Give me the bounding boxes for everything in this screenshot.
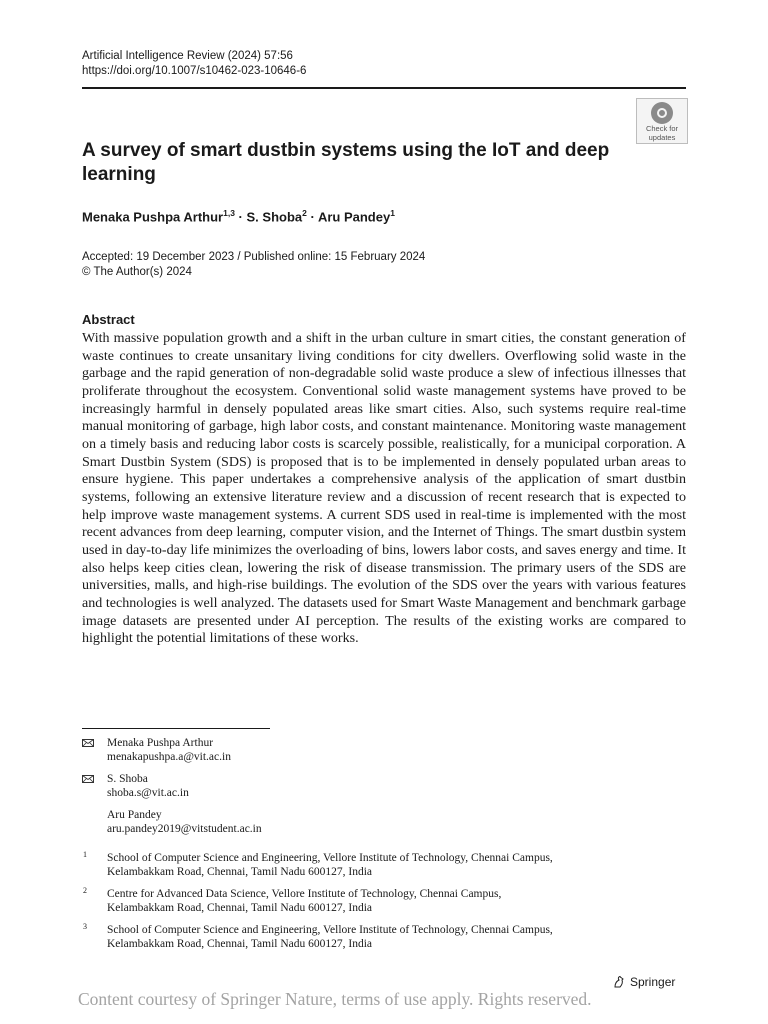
publisher-logo: [612, 975, 675, 989]
copyright-line: © The Author(s) 2024: [82, 266, 192, 278]
envelope-icon: [82, 775, 94, 783]
affiliation-line: School of Computer Science and Engineering, Vellore Institute of Technology, Chennai Campus,: [107, 852, 553, 864]
author-list: [82, 208, 395, 224]
contact-name: S. Shoba: [107, 773, 148, 785]
paper-title: A survey of smart dustbin systems using the IoT and deep learning: [82, 140, 610, 185]
badge-line-1: Check for: [645, 124, 679, 133]
affiliation-line: Centre for Advanced Data Science, Vellore Institute of Technology, Chennai Campus,: [107, 888, 502, 900]
badge-line-2: updates: [648, 133, 676, 142]
envelope-icon: [82, 739, 94, 747]
affiliation-entry: [107, 923, 687, 951]
affiliation-line: Kelambakkam Road, Chennai, Tamil Nadu 600127, India: [107, 938, 373, 950]
author-name[interactable]: Menaka Pushpa Arthur: [82, 209, 224, 225]
content-courtesy-notice: Content courtesy of Springer Nature, terms of use apply. Rights reserved.: [78, 989, 592, 1009]
author-affiliation-sup: 1: [390, 208, 395, 218]
publication-dates: [82, 250, 425, 280]
journal-citation: [82, 49, 306, 79]
contact-email[interactable]: menakapushpa.a@vit.ac.in: [107, 751, 231, 763]
author-separator: ·: [306, 209, 318, 225]
check-updates-icon: [651, 102, 673, 124]
contact-entry: [107, 808, 262, 836]
affiliation-entry: [107, 887, 687, 915]
author-separator: ·: [234, 209, 247, 225]
contact-email[interactable]: shoba.s@vit.ac.in: [107, 787, 189, 799]
abstract-heading: Abstract: [82, 312, 135, 327]
header-rule: [82, 87, 686, 89]
publisher-name: Springer: [630, 975, 676, 989]
abstract-body: With massive population growth and a shift in the urban culture in smart cities, the constant generation of waste continues to create unsanitary living conditions for city dwellers. Overflowing solid waste in the garbage and the rapid generation of non-degradable solid waste produce a slew of infectious illnesses that proliferate throughout the ecosystem. Conventional solid waste management systems have proved to be increasingly harmful in densely populated areas like smart cities. Also, such systems require real-time manual monitoring of garbage, high labor costs, and constant maintenance. Monitoring waste management on a timely basis and reducing labor costs is scarcely possible, realistically, for a municipal corporation. A Smart Dustbin System (SDS) is proposed that is to be implemented in densely populated urban areas to ensure hygiene. This paper undertakes a comprehensive analysis of the application of smart dustbin systems, following an extensive literature review and a discussion of recent research that is expected to help improve waste management systems. A current SDS used in real-time is implemented with the most recent advances from deep learning, computer vision, and the Internet of Things. The smart dustbin system used in day-to-day life minimizes the overloading of bins, lowers labor costs, and saves energy and time. It also helps keep cities clean, lowering the risk of disease transmission. The primary users of the SDS are universities, malls, and high-rise buildings. The evolution of the SDS over the years with various features and technologies is well analyzed. The datasets used for Smart Waste Management and benchmark garbage image datasets are presented under AI perception. The results of the existing works are compared to highlight the potential limitations of these works.: [82, 330, 686, 647]
footnote-rule: [82, 728, 270, 729]
affiliation-number: 2: [83, 886, 87, 895]
contact-entry: [107, 772, 189, 800]
author-affiliation-sup: 2: [302, 208, 307, 218]
dates-line: Accepted: 19 December 2023 / Published online: 15 February 2024: [82, 251, 426, 263]
author-name[interactable]: S. Shoba: [246, 209, 303, 225]
doi-link[interactable]: https://doi.org/10.1007/s10462-023-10646-6: [82, 65, 307, 77]
affiliation-entry: [107, 851, 687, 879]
affiliation-line: Kelambakkam Road, Chennai, Tamil Nadu 600127, India: [107, 902, 373, 914]
check-for-updates-badge[interactable]: [636, 98, 688, 144]
springer-horse-icon: [612, 975, 626, 989]
contact-email[interactable]: aru.pandey2019@vitstudent.ac.in: [107, 823, 262, 835]
author-name[interactable]: Aru Pandey: [317, 209, 391, 225]
affiliation-line: Kelambakkam Road, Chennai, Tamil Nadu 600127, India: [107, 866, 373, 878]
contact-name: Menaka Pushpa Arthur: [107, 737, 214, 749]
affiliation-line: School of Computer Science and Engineering, Vellore Institute of Technology, Chennai Campus,: [107, 924, 553, 936]
contact-entry: [107, 736, 231, 764]
journal-line: Artificial Intelligence Review (2024) 57:56: [82, 50, 293, 62]
affiliation-number: 1: [83, 850, 87, 859]
contact-name: Aru Pandey: [107, 809, 162, 821]
author-affiliation-sup: 1,3: [223, 208, 235, 218]
affiliation-number: 3: [83, 922, 87, 931]
